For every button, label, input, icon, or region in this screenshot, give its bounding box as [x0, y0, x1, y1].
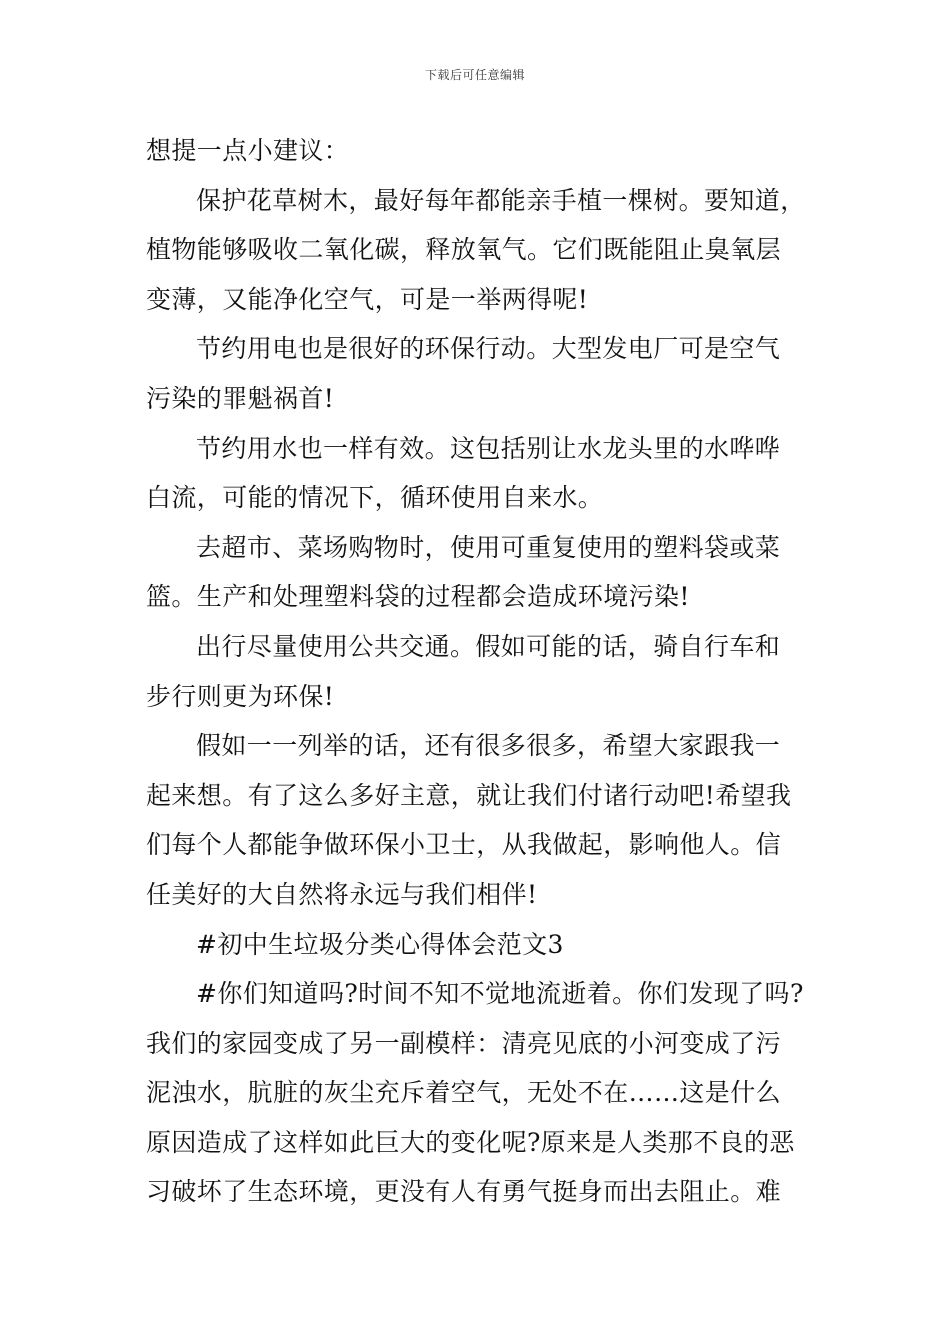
text-line: 步行则更为环保!	[146, 681, 335, 711]
section-heading: #初中生垃圾分类心得体会范文3	[196, 929, 564, 959]
text-line: 白流，可能的情况下，循环使用自来水。	[146, 483, 604, 513]
text-line: 想提一点小建议：	[146, 136, 350, 165]
text-line: 节约用水也一样有效。这包括别让水龙头里的水哗哗	[196, 433, 781, 463]
text-line: 出行尽量使用公共交通。假如可能的话，骑自行车和	[196, 631, 781, 661]
text-line: 起来想。有了这么多好主意，就让我们付诸行动吧!希望我	[146, 780, 792, 810]
text-line: 们每个人都能争做环保小卫士，从我做起，影响他人。信	[146, 830, 782, 860]
text-line: 去超市、菜场购物时，使用可重复使用的塑料袋或菜	[196, 532, 781, 562]
text-line: 原因造成了这样如此巨大的变化呢?原来是人类那不良的恶	[146, 1127, 795, 1157]
text-line: 泥浊水，肮脏的灰尘充斥着空气，无处不在……这是什么	[146, 1078, 782, 1108]
text-line: 习破坏了生态环境，更没有人有勇气挺身而出去阻止。难	[146, 1177, 782, 1207]
text-line: 任美好的大自然将永远与我们相伴!	[146, 879, 538, 909]
text-line: 我们的家园变成了另一副模样：清亮见底的小河变成了污	[146, 1028, 782, 1058]
text-line: 变薄，又能净化空气，可是一举两得呢!	[146, 284, 589, 314]
text-line: 假如一一列举的话，还有很多很多，希望大家跟我一	[196, 731, 781, 761]
page-header: 下载后可任意编辑	[424, 68, 525, 82]
text-line: #你们知道吗?时间不知不觉地流逝着。你们发现了吗?	[196, 979, 804, 1009]
text-line: 节约用电也是很好的环保行动。大型发电厂可是空气	[196, 334, 781, 364]
text-line: 植物能够吸收二氧化碳，释放氧气。它们既能阻止臭氧层	[146, 235, 782, 265]
document-body	[146, 126, 816, 1217]
text-line: 篮。生产和处理塑料袋的过程都会造成环境污染!	[146, 582, 690, 612]
text-line: 污染的罪魁祸首!	[146, 383, 335, 413]
text-line: 保护花草树木，最好每年都能亲手植一棵树。要知道，	[196, 185, 806, 215]
